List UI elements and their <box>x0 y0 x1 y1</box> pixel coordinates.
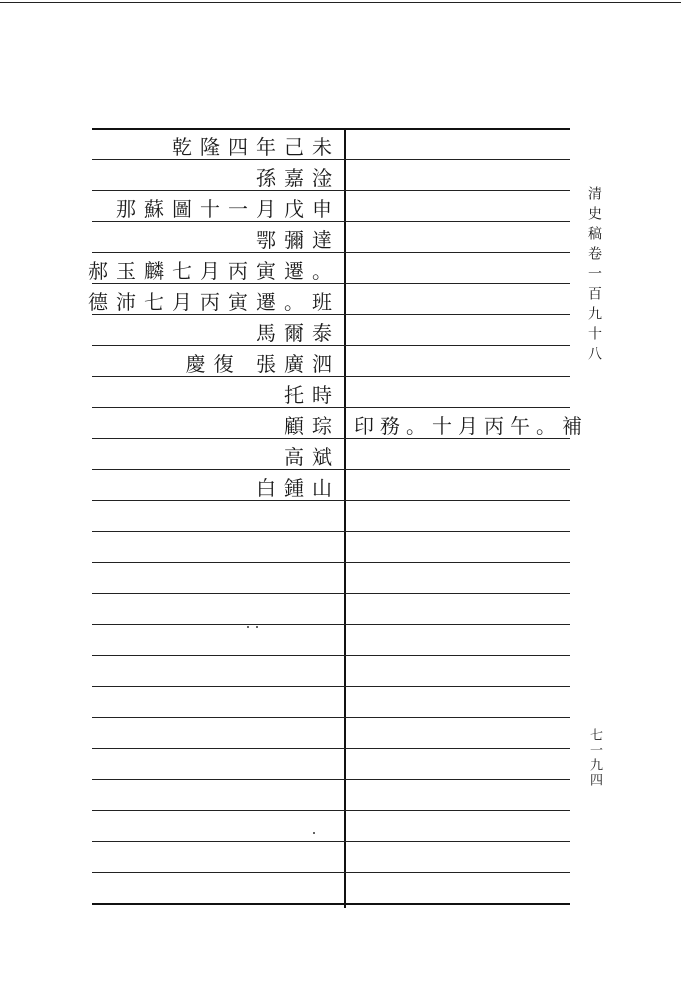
note-cell <box>354 502 570 533</box>
official-name-cell <box>92 502 342 533</box>
official-name-cell <box>92 750 342 781</box>
row-rule <box>92 624 570 625</box>
row-rule <box>92 283 570 284</box>
note-cell <box>354 657 570 688</box>
table-row <box>88 285 570 316</box>
official-name-cell: 郝玉麟七月丙寅遷。 <box>88 259 340 283</box>
table-row <box>88 254 570 285</box>
page-number: 七一九四 <box>587 728 602 788</box>
note-cell <box>354 130 570 161</box>
table-row <box>92 657 570 688</box>
table-row <box>92 440 570 471</box>
table-row <box>92 223 570 254</box>
official-name-cell: 鄂彌達 <box>256 228 340 252</box>
table-row <box>92 347 570 378</box>
official-name-cell <box>92 626 342 657</box>
table-row <box>92 750 570 781</box>
print-speck <box>256 626 258 628</box>
row-rule <box>92 686 570 687</box>
official-name-cell: 高斌 <box>284 445 340 469</box>
row-rule <box>92 655 570 656</box>
table-row <box>92 626 570 657</box>
note-cell <box>354 254 570 285</box>
table-row <box>92 564 570 595</box>
note-cell <box>354 471 570 502</box>
official-name-cell: 馬爾泰 <box>256 321 340 345</box>
row-rule <box>92 872 570 873</box>
note-cell <box>354 874 570 905</box>
note-cell <box>354 440 570 471</box>
table-row <box>92 688 570 719</box>
table-row <box>92 719 570 750</box>
note-cell <box>354 812 570 843</box>
note-cell <box>354 626 570 657</box>
print-speck <box>313 832 315 834</box>
official-name-cell: 孫嘉淦 <box>256 166 340 190</box>
table-row <box>92 812 570 843</box>
table-row <box>92 161 570 192</box>
note-cell <box>354 564 570 595</box>
official-name-cell <box>92 874 342 905</box>
official-name-cell: 顧琮 <box>284 414 340 438</box>
side-title: 清史稿卷一百九十八 <box>586 186 602 366</box>
official-name-cell: 那蘇圖十一月戊申 <box>116 197 340 221</box>
official-name-cell <box>92 533 342 564</box>
official-name-cell: 乾隆四年己未 <box>172 135 340 159</box>
table-row <box>92 843 570 874</box>
row-rule <box>92 779 570 780</box>
official-name-cell <box>92 781 342 812</box>
official-name-cell <box>92 843 342 874</box>
row-rule <box>92 810 570 811</box>
row-rule <box>92 221 570 222</box>
note-cell <box>354 223 570 254</box>
table-row <box>92 595 570 626</box>
note-cell <box>354 192 570 223</box>
table-row <box>92 192 570 223</box>
table-row <box>92 471 570 502</box>
row-rule <box>92 531 570 532</box>
note-cell <box>354 688 570 719</box>
note-cell <box>354 347 570 378</box>
official-name-cell: 白鍾山 <box>256 476 340 500</box>
table-row <box>92 378 570 409</box>
row-rule <box>92 500 570 501</box>
official-table <box>88 128 588 908</box>
row-rule <box>92 562 570 563</box>
note-cell <box>354 533 570 564</box>
row-rule <box>92 438 570 439</box>
official-name-cell <box>92 564 342 595</box>
official-name-cell: 慶復 張廣泗 <box>185 352 340 376</box>
official-name-cell <box>92 595 342 626</box>
table-row <box>92 316 570 347</box>
note-cell <box>354 843 570 874</box>
note-cell <box>354 595 570 626</box>
row-rule <box>92 841 570 842</box>
row-rule <box>92 159 570 160</box>
table-bottom-rule <box>92 903 570 905</box>
row-rule <box>92 469 570 470</box>
official-name-cell: 德沛七月丙寅遷。班 <box>88 290 340 314</box>
table-row <box>92 409 588 440</box>
row-rule <box>92 345 570 346</box>
note-cell <box>354 285 570 316</box>
row-rule <box>92 593 570 594</box>
official-name-cell <box>92 812 342 843</box>
table-row <box>92 874 570 905</box>
note-cell <box>354 378 570 409</box>
table-row <box>92 781 570 812</box>
row-rule <box>92 252 570 253</box>
row-rule <box>92 190 570 191</box>
print-speck <box>247 626 249 628</box>
row-rule <box>92 376 570 377</box>
official-name-cell <box>92 657 342 688</box>
row-rule <box>92 717 570 718</box>
note-cell <box>354 781 570 812</box>
note-cell <box>354 719 570 750</box>
note-cell <box>354 750 570 781</box>
official-name-cell <box>92 688 342 719</box>
row-rule <box>92 314 570 315</box>
official-name-cell <box>92 719 342 750</box>
official-name-cell: 托時 <box>284 383 340 407</box>
note-cell: 印務。十月丙午。補 <box>354 414 588 438</box>
note-cell <box>354 316 570 347</box>
row-rule <box>92 748 570 749</box>
note-cell <box>354 161 570 192</box>
table-row <box>92 502 570 533</box>
row-rule <box>92 407 570 408</box>
table-row <box>92 130 570 161</box>
page-top-border <box>0 2 681 3</box>
table-row <box>92 533 570 564</box>
